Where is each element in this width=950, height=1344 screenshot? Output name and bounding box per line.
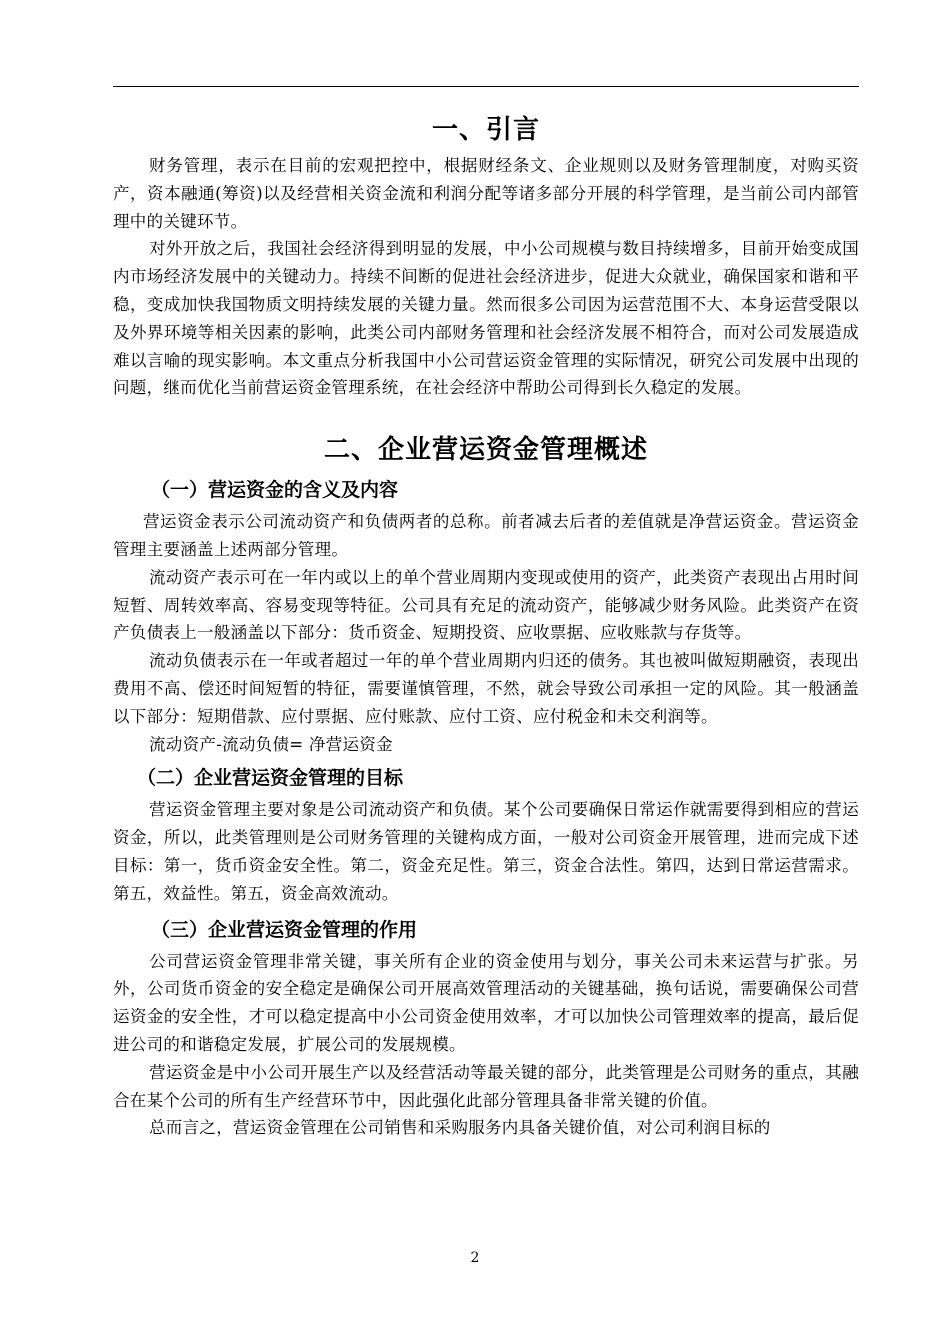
- header-rule: [113, 86, 859, 87]
- page-number: 2: [470, 1250, 480, 1266]
- paragraph: 流动负债表示在一年或者超过一年的单个营业周期内归还的债务。其也被叫做短期融资，表现出费用不高、偿还时间短暂的特征，需要谨慎管理，不然，就会导致公司承担一定的风险。其一般涵盖以下部分：短期借款、应付票据、应付账款、应付工资、应付税金和未交利润等。: [113, 651, 859, 726]
- section-title-overview: 二、企业营运资金管理概述: [323, 435, 648, 466]
- paragraph: 营运资金管理主要对象是公司流动资产和负债。某个公司要确保日常运作就需要得到相应的营运资金，所以，此类管理则是公司财务管理的关键构成方面，一般对公司资金开展管理，进而完成下述目标：第一，货币资金安全性。第二，资金充足性。第三，资金合法性。第四，达到日常运营需求。第五，效益性。第五，资金高效流动。: [113, 800, 859, 903]
- paragraph: 营运资金是中小公司开展生产以及经营活动等最关键的部分，此类管理是公司财务的重点，其融合在某个公司的所有生产经营环节中，因此强化此部分管理具备非常关键的价值。: [113, 1062, 859, 1110]
- document-body: [113, 108, 859, 1142]
- section-title-introduction: 一、引言: [431, 115, 540, 145]
- paragraph: 总而言之，营运资金管理在公司销售和采购服务内具备关键价值，对公司利润目标的: [149, 1118, 771, 1138]
- subsection-title-objectives: （二）企业营运资金管理的目标: [137, 767, 404, 790]
- paragraph: 对外开放之后，我国社会经济得到明显的发展，中小公司规模与数目持续增多，目前开始变成国内市场经济发展中的关键动力。持续不间断的促进社会经济进步，促进大众就业，确保国家和谐和平稳，变成加快我国物质文明持续发展的关键力量。然而很多公司因为运营范围不大、本身运营受限以及外界环境等相关因素的影响，此类公司内部财务管理和社会经济发展不相符合，而对公司发展造成难以言喻的现实影响。本文重点分析我国中小公司营运资金管理的实际情况，研究公司发展中出现的问题，继而优化当前营运资金管理系统，在社会经济中帮助公司得到长久稳定的发展。: [113, 239, 859, 398]
- subsection-title-meaning: （一）营运资金的含义及内容: [151, 479, 399, 502]
- paragraph: 流动资产表示可在一年内或以上的单个营业周期内变现或使用的资产，此类资产表现出占用时间短暂、周转效率高、容易变现等特征。公司具有充足的流动资产，能够减少财务风险。此类资产在资产负债表上一般涵盖以下部分：货币资金、短期投资、应收票据、应收账款与存货等。: [113, 567, 859, 643]
- subsection-title-role: （三）企业营运资金管理的作用: [151, 918, 418, 941]
- paragraph: 财务管理，表示在目前的宏观把控中，根据财经条文、企业规则以及财务管理制度，对购买资产，资本融通(筹资)以及经营相关资金流和利润分配等诸多部分开展的科学管理，是当前公司内部管理中的关键环节。: [113, 156, 859, 231]
- paragraph: 营运资金表示公司流动资产和负债两者的总称。前者减去后者的差值就是净营运资金。营运资金管理主要涵盖上述两部分管理。: [113, 512, 859, 559]
- formula-line: 流动资产-流动负债= 净营运资金: [149, 734, 393, 754]
- paragraph: 公司营运资金管理非常关键，事关所有企业的资金使用与划分，事关公司未来运营与扩张。另外，公司货币资金的安全稳定是确保公司开展高效管理活动的关键基础，换句话说，需要确保公司营运资金的安全性，才可以稳定提高中小公司资金使用效率，才可以加快公司管理效率的提高，最后促进公司的和谐稳定发展，扩展公司的发展规模。: [113, 951, 859, 1054]
